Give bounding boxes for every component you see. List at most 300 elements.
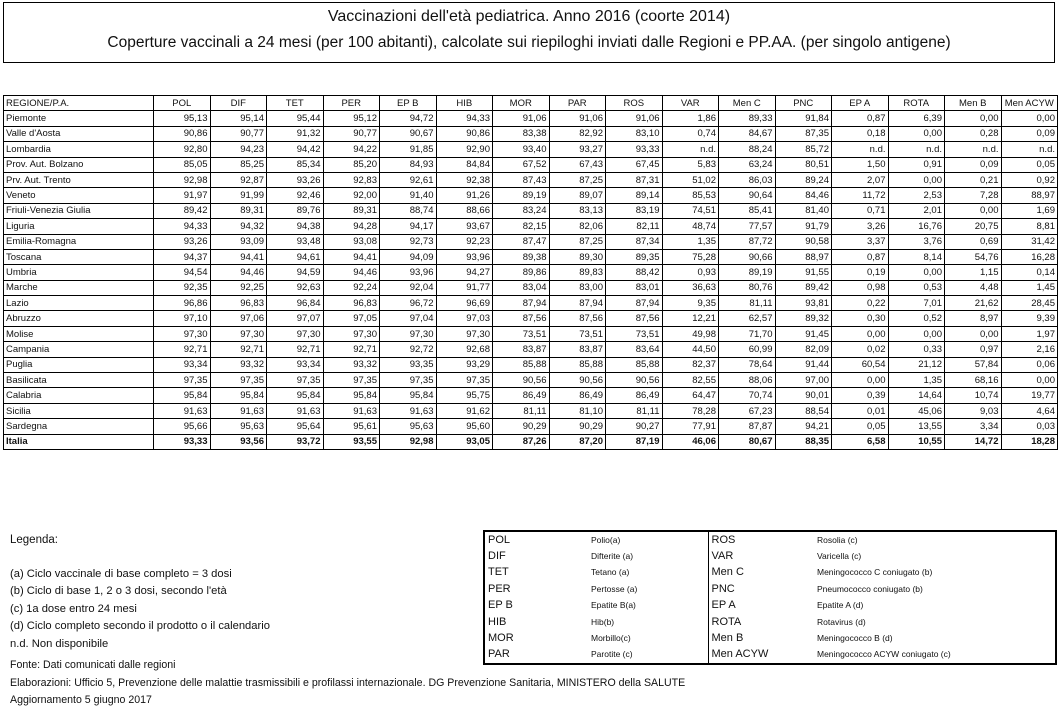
legend-note: (a) Ciclo vaccinale di base completo = 3 dosi: [10, 568, 232, 580]
value-cell: 88,24: [719, 142, 776, 157]
value-cell: 90,56: [606, 373, 663, 388]
value-cell: 89,14: [606, 188, 663, 203]
value-cell: 97,07: [267, 311, 324, 326]
value-cell: 91,06: [493, 111, 550, 126]
column-header: HIB: [436, 96, 493, 111]
value-cell: 89,38: [493, 249, 550, 264]
table-row: [4, 157, 1058, 172]
value-cell: 91,06: [606, 111, 663, 126]
region-cell: Liguria: [4, 219, 154, 234]
value-cell: 0,02: [832, 342, 889, 357]
region-cell: Campania: [4, 342, 154, 357]
value-cell: 87,72: [719, 234, 776, 249]
region-cell: Piemonte: [4, 111, 154, 126]
glossary-abbr: ROTA: [708, 614, 814, 630]
value-cell: 83,10: [606, 126, 663, 141]
region-cell: Calabria: [4, 388, 154, 403]
value-cell: 1,50: [832, 157, 889, 172]
value-cell: 94,38: [267, 219, 324, 234]
value-cell: 0,00: [832, 326, 889, 341]
value-cell: 84,46: [775, 188, 832, 203]
value-cell: 95,84: [380, 388, 437, 403]
value-cell: 85,25: [210, 157, 267, 172]
legend-note: n.d. Non disponibile: [10, 637, 109, 650]
value-cell: 84,84: [436, 157, 493, 172]
value-cell: 94,41: [210, 249, 267, 264]
value-cell: 93,96: [436, 249, 493, 264]
title-box: [3, 2, 1055, 63]
value-cell: 60,54: [832, 357, 889, 372]
page-subtitle: Coperture vaccinali a 24 mesi (per 100 abitanti), calcolate sui riepiloghi inviati dalle Regioni e PP.AA. (per singolo antigene): [107, 34, 951, 51]
region-cell: Friuli-Venezia Giulia: [4, 203, 154, 218]
value-cell: 1,45: [1001, 280, 1058, 295]
value-cell: 0,00: [888, 126, 945, 141]
value-cell: 85,34: [267, 157, 324, 172]
glossary-desc: Hib(b): [591, 616, 615, 627]
value-cell: 90,58: [775, 234, 832, 249]
value-cell: 97,30: [436, 326, 493, 341]
legend-note: (d) Ciclo completo secondo il prodotto o il calendario: [10, 620, 270, 633]
value-cell: 10,55: [888, 434, 945, 449]
value-cell: 92,71: [210, 342, 267, 357]
value-cell: 82,37: [662, 357, 719, 372]
value-cell: 82,15: [493, 219, 550, 234]
value-cell: 90,86: [436, 126, 493, 141]
source-note: Fonte: Dati comunicati dalle regioni: [10, 659, 176, 671]
glossary-abbr: HIB: [488, 615, 507, 628]
value-cell: 92,68: [436, 342, 493, 357]
value-cell: 0,53: [888, 280, 945, 295]
value-cell: 67,23: [719, 403, 776, 418]
value-cell: 3,34: [945, 419, 1002, 434]
value-cell: 97,30: [380, 326, 437, 341]
value-cell: 97,35: [210, 373, 267, 388]
column-header: Men B: [945, 96, 1002, 111]
value-cell: 0,33: [888, 342, 945, 357]
table-row: [4, 296, 1058, 311]
region-cell: Molise: [4, 326, 154, 341]
value-cell: 9,39: [1001, 311, 1058, 326]
value-cell: 92,73: [380, 234, 437, 249]
value-cell: 0,03: [1001, 419, 1058, 434]
value-cell: 48,74: [662, 219, 719, 234]
value-cell: 97,35: [154, 373, 211, 388]
value-cell: 44,50: [662, 342, 719, 357]
value-cell: 54,76: [945, 249, 1002, 264]
value-cell: 86,03: [719, 172, 776, 187]
value-cell: 7,28: [945, 188, 1002, 203]
value-cell: 0,00: [1001, 373, 1058, 388]
glossary-abbr: VAR: [708, 548, 814, 564]
value-cell: 31,42: [1001, 234, 1058, 249]
value-cell: 93,34: [154, 357, 211, 372]
value-cell: 0,18: [832, 126, 889, 141]
value-cell: 92,00: [323, 188, 380, 203]
glossary-desc: Polio(a): [591, 534, 621, 545]
value-cell: 0,09: [945, 157, 1002, 172]
value-cell: 90,56: [493, 373, 550, 388]
value-cell: 88,35: [775, 434, 832, 449]
value-cell: 0,92: [1001, 172, 1058, 187]
value-cell: 87,94: [606, 296, 663, 311]
value-cell: 4,64: [1001, 403, 1058, 418]
value-cell: 89,07: [549, 188, 606, 203]
column-header: PNC: [775, 96, 832, 111]
value-cell: 2,53: [888, 188, 945, 203]
value-cell: 90,56: [549, 373, 606, 388]
value-cell: 7,01: [888, 296, 945, 311]
value-cell: 87,35: [775, 126, 832, 141]
value-cell: 94,17: [380, 219, 437, 234]
table-row: [4, 188, 1058, 203]
value-cell: 87,25: [549, 234, 606, 249]
value-cell: 92,63: [267, 280, 324, 295]
value-cell: 89,42: [154, 203, 211, 218]
value-cell: 92,71: [154, 342, 211, 357]
value-cell: 91,79: [775, 219, 832, 234]
value-cell: 83,04: [493, 280, 550, 295]
value-cell: 97,30: [154, 326, 211, 341]
value-cell: 83,64: [606, 342, 663, 357]
value-cell: 74,51: [662, 203, 719, 218]
value-cell: 90,27: [606, 419, 663, 434]
value-cell: 93,26: [154, 234, 211, 249]
value-cell: 83,01: [606, 280, 663, 295]
value-cell: 92,87: [210, 172, 267, 187]
value-cell: 86,49: [606, 388, 663, 403]
value-cell: 0,00: [832, 373, 889, 388]
region-cell: Toscana: [4, 249, 154, 264]
value-cell: 68,16: [945, 373, 1002, 388]
value-cell: 92,25: [210, 280, 267, 295]
value-cell: 97,35: [380, 373, 437, 388]
value-cell: 77,57: [719, 219, 776, 234]
value-cell: 93,40: [493, 142, 550, 157]
value-cell: 51,02: [662, 172, 719, 187]
value-cell: 8,81: [1001, 219, 1058, 234]
value-cell: 95,63: [210, 419, 267, 434]
value-cell: 83,87: [549, 342, 606, 357]
value-cell: 12,21: [662, 311, 719, 326]
value-cell: 95,13: [154, 111, 211, 126]
value-cell: 83,24: [493, 203, 550, 218]
value-cell: 87,56: [606, 311, 663, 326]
value-cell: 88,06: [719, 373, 776, 388]
value-cell: 94,46: [323, 265, 380, 280]
value-cell: 90,86: [154, 126, 211, 141]
value-cell: 89,33: [719, 111, 776, 126]
value-cell: 94,61: [267, 249, 324, 264]
value-cell: 87,25: [549, 172, 606, 187]
value-cell: 90,77: [323, 126, 380, 141]
legend-notes: [10, 566, 270, 653]
value-cell: 93,81: [775, 296, 832, 311]
value-cell: 60,99: [719, 342, 776, 357]
table-row: [4, 126, 1058, 141]
value-cell: n.d.: [832, 142, 889, 157]
value-cell: 83,00: [549, 280, 606, 295]
value-cell: 81,11: [493, 403, 550, 418]
value-cell: 91,06: [549, 111, 606, 126]
value-cell: 90,64: [719, 188, 776, 203]
column-header: Men ACYW: [1001, 96, 1058, 111]
value-cell: 89,35: [606, 249, 663, 264]
value-cell: 91,99: [210, 188, 267, 203]
glossary-desc: Varicella (c): [817, 551, 862, 562]
value-cell: 94,27: [436, 265, 493, 280]
region-cell: Prov. Aut. Bolzano: [4, 157, 154, 172]
value-cell: 95,84: [154, 388, 211, 403]
value-cell: 91,26: [436, 188, 493, 203]
value-cell: 89,83: [549, 265, 606, 280]
value-cell: 82,11: [606, 219, 663, 234]
value-cell: 89,86: [493, 265, 550, 280]
column-header-region: REGIONE/P.A.: [4, 96, 154, 111]
glossary-row: [484, 581, 1056, 597]
value-cell: 46,06: [662, 434, 719, 449]
value-cell: 93,26: [267, 172, 324, 187]
value-cell: 93,33: [606, 142, 663, 157]
value-cell: 18,28: [1001, 434, 1058, 449]
value-cell: 92,23: [436, 234, 493, 249]
value-cell: 2,07: [832, 172, 889, 187]
value-cell: 87,34: [606, 234, 663, 249]
value-cell: 1,69: [1001, 203, 1058, 218]
value-cell: 0,22: [832, 296, 889, 311]
table-row: [4, 142, 1058, 157]
value-cell: 0,74: [662, 126, 719, 141]
value-cell: 21,12: [888, 357, 945, 372]
value-cell: 0,71: [832, 203, 889, 218]
value-cell: 91,63: [267, 403, 324, 418]
value-cell: 92,71: [323, 342, 380, 357]
value-cell: 0,30: [832, 311, 889, 326]
value-cell: 89,19: [493, 188, 550, 203]
value-cell: 97,04: [380, 311, 437, 326]
value-cell: 92,46: [267, 188, 324, 203]
column-header: PAR: [549, 96, 606, 111]
value-cell: 73,51: [493, 326, 550, 341]
value-cell: 88,42: [606, 265, 663, 280]
value-cell: 36,63: [662, 280, 719, 295]
value-cell: 0,19: [832, 265, 889, 280]
region-cell: Sicilia: [4, 403, 154, 418]
value-cell: 80,67: [719, 434, 776, 449]
value-cell: 96,86: [154, 296, 211, 311]
legend-note: (b) Ciclo di base 1, 2 o 3 dosi, secondo l'età: [10, 585, 227, 598]
value-cell: 87,47: [493, 234, 550, 249]
region-cell: Basilicata: [4, 373, 154, 388]
value-cell: 91,62: [436, 403, 493, 418]
glossary-row: [484, 531, 1056, 548]
value-cell: 97,30: [323, 326, 380, 341]
glossary-desc: Epatite A (d): [817, 600, 864, 611]
value-cell: 0,01: [832, 403, 889, 418]
value-cell: n.d.: [662, 142, 719, 157]
value-cell: 97,06: [210, 311, 267, 326]
value-cell: 95,84: [267, 388, 324, 403]
value-cell: 78,64: [719, 357, 776, 372]
update-note: Aggiornamento 5 giugno 2017: [10, 694, 152, 706]
value-cell: 95,12: [323, 111, 380, 126]
value-cell: n.d.: [888, 142, 945, 157]
glossary-row: [484, 548, 1056, 564]
value-cell: 67,45: [606, 157, 663, 172]
value-cell: 94,33: [436, 111, 493, 126]
value-cell: 91,77: [436, 280, 493, 295]
value-cell: 89,31: [210, 203, 267, 218]
value-cell: 92,71: [267, 342, 324, 357]
legend-title: Legenda:: [10, 534, 58, 546]
value-cell: 75,28: [662, 249, 719, 264]
glossary-abbr: Men B: [708, 630, 814, 646]
value-cell: 14,64: [888, 388, 945, 403]
value-cell: 94,46: [210, 265, 267, 280]
value-cell: 95,64: [267, 419, 324, 434]
table-row: [4, 234, 1058, 249]
value-cell: 1,97: [1001, 326, 1058, 341]
region-cell: Sardegna: [4, 419, 154, 434]
region-cell: Italia: [4, 434, 154, 449]
elaboration-note: Elaborazioni: Ufficio 5, Prevenzione delle malattie trasmissibili e profilassi internazionale. DG Prevenzione Sanitaria, MINISTERO della SALUTE: [10, 676, 686, 689]
value-cell: 67,43: [549, 157, 606, 172]
value-cell: 70,74: [719, 388, 776, 403]
table-row: [4, 373, 1058, 388]
value-cell: 0,05: [1001, 157, 1058, 172]
value-cell: 73,51: [549, 326, 606, 341]
table-row: [4, 203, 1058, 218]
value-cell: n.d.: [1001, 142, 1058, 157]
value-cell: 95,14: [210, 111, 267, 126]
value-cell: 94,32: [210, 219, 267, 234]
value-cell: 93,32: [210, 357, 267, 372]
value-cell: 28,45: [1001, 296, 1058, 311]
value-cell: 71,70: [719, 326, 776, 341]
value-cell: 0,00: [1001, 111, 1058, 126]
value-cell: 90,01: [775, 388, 832, 403]
value-cell: 81,40: [775, 203, 832, 218]
value-cell: 93,48: [267, 234, 324, 249]
value-cell: 92,24: [323, 280, 380, 295]
value-cell: 3,26: [832, 219, 889, 234]
value-cell: 78,28: [662, 403, 719, 418]
value-cell: 93,67: [436, 219, 493, 234]
value-cell: 88,54: [775, 403, 832, 418]
value-cell: 83,38: [493, 126, 550, 141]
value-cell: 94,28: [323, 219, 380, 234]
glossary-abbr: ROS: [708, 531, 814, 548]
value-cell: n.d.: [945, 142, 1002, 157]
value-cell: 97,00: [775, 373, 832, 388]
value-cell: 9,35: [662, 296, 719, 311]
value-cell: 95,60: [436, 419, 493, 434]
value-cell: 86,49: [493, 388, 550, 403]
value-cell: 92,72: [380, 342, 437, 357]
value-cell: 97,30: [210, 326, 267, 341]
table-row: [4, 249, 1058, 264]
value-cell: 0,00: [945, 326, 1002, 341]
value-cell: 95,84: [323, 388, 380, 403]
column-header: Men C: [719, 96, 776, 111]
value-cell: 92,98: [154, 172, 211, 187]
value-cell: 0,87: [832, 249, 889, 264]
value-cell: 1,86: [662, 111, 719, 126]
column-header: TET: [267, 96, 324, 111]
value-cell: 81,11: [606, 403, 663, 418]
value-cell: 91,84: [775, 111, 832, 126]
table-row: [4, 357, 1058, 372]
value-cell: 91,63: [380, 403, 437, 418]
value-cell: 90,77: [210, 126, 267, 141]
value-cell: 0,87: [832, 111, 889, 126]
value-cell: 82,06: [549, 219, 606, 234]
column-header: EP A: [832, 96, 889, 111]
glossary-desc: Epatite B(a): [591, 600, 636, 611]
value-cell: 49,98: [662, 326, 719, 341]
value-cell: 90,67: [380, 126, 437, 141]
value-cell: 89,42: [775, 280, 832, 295]
value-cell: 88,97: [775, 249, 832, 264]
value-cell: 97,35: [436, 373, 493, 388]
value-cell: 82,55: [662, 373, 719, 388]
value-cell: 62,57: [719, 311, 776, 326]
value-cell: 91,45: [775, 326, 832, 341]
value-cell: 87,31: [606, 172, 663, 187]
value-cell: 95,61: [323, 419, 380, 434]
value-cell: 0,09: [1001, 126, 1058, 141]
value-cell: 0,91: [888, 157, 945, 172]
value-cell: 88,74: [380, 203, 437, 218]
value-cell: 0,00: [888, 172, 945, 187]
glossary-abbr: Men ACYW: [708, 647, 814, 664]
table-header-row: [4, 96, 1058, 111]
value-cell: 85,88: [549, 357, 606, 372]
value-cell: 16,76: [888, 219, 945, 234]
glossary-desc: Meningococco C coniugato (b): [817, 567, 933, 578]
value-cell: 82,09: [775, 342, 832, 357]
column-header: VAR: [662, 96, 719, 111]
value-cell: 91,63: [154, 403, 211, 418]
glossary-desc: Rosolia (c): [817, 534, 858, 545]
value-cell: 97,30: [267, 326, 324, 341]
value-cell: 93,08: [323, 234, 380, 249]
table-row: [4, 280, 1058, 295]
glossary-abbr: PNC: [708, 581, 814, 597]
value-cell: 0,52: [888, 311, 945, 326]
value-cell: 94,37: [154, 249, 211, 264]
value-cell: 85,20: [323, 157, 380, 172]
value-cell: 91,32: [267, 126, 324, 141]
value-cell: 11,72: [832, 188, 889, 203]
table-row: [4, 326, 1058, 341]
value-cell: 57,84: [945, 357, 1002, 372]
value-cell: 92,98: [380, 434, 437, 449]
value-cell: 63,24: [719, 157, 776, 172]
glossary-abbr: MOR: [488, 632, 514, 645]
value-cell: 87,26: [493, 434, 550, 449]
value-cell: 87,56: [549, 311, 606, 326]
value-cell: 87,94: [549, 296, 606, 311]
value-cell: 2,01: [888, 203, 945, 218]
value-cell: 73,51: [606, 326, 663, 341]
value-cell: 96,84: [267, 296, 324, 311]
value-cell: 0,28: [945, 126, 1002, 141]
legend-note: (c) 1a dose entro 24 mesi: [10, 602, 137, 615]
value-cell: 89,76: [267, 203, 324, 218]
value-cell: 0,39: [832, 388, 889, 403]
value-cell: 96,69: [436, 296, 493, 311]
value-cell: 96,83: [323, 296, 380, 311]
